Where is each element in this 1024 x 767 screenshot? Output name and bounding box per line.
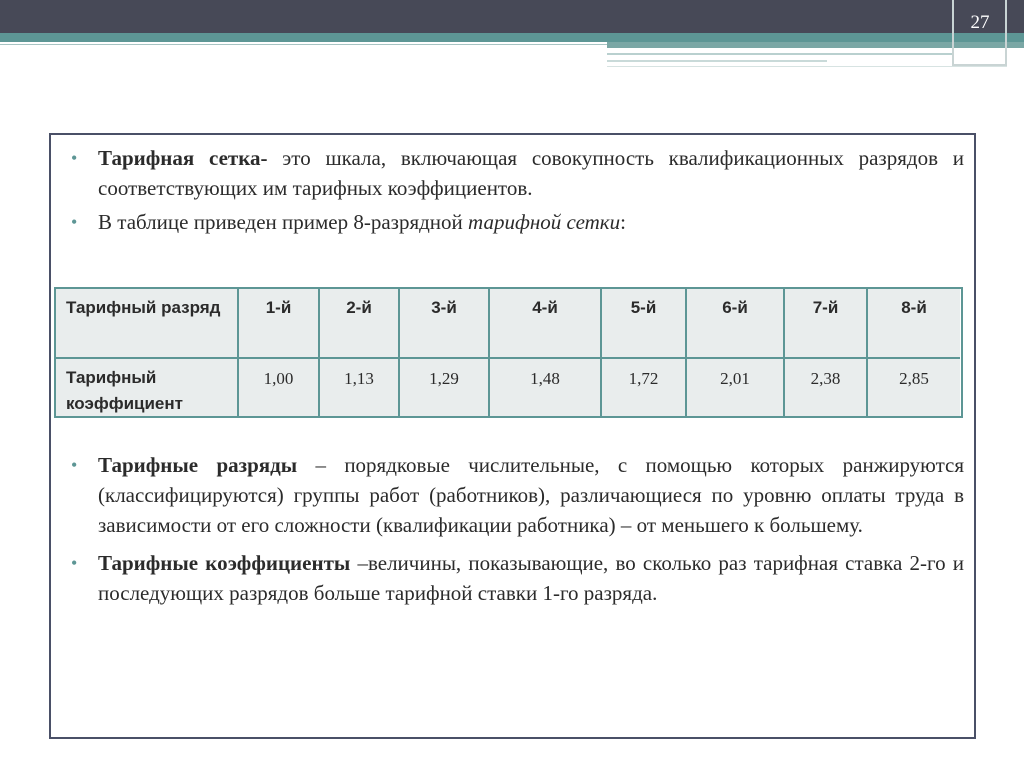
grade-header: 3-й: [400, 289, 490, 359]
grade-header: 2-й: [320, 289, 400, 359]
grade-header: 8-й: [868, 289, 960, 359]
bullet-table-intro: [98, 207, 964, 237]
grade-header: 6-й: [687, 289, 785, 359]
term-tariff-grades: Тарифные разряды: [98, 453, 298, 477]
grade-header: 5-й: [602, 289, 687, 359]
coefficient-cell: 1,00: [239, 359, 320, 416]
header-accent-stripe: [0, 33, 1024, 42]
table-intro-text: В таблице приведен пример 8-разрядной: [98, 210, 469, 234]
grade-header: 1-й: [239, 289, 320, 359]
header-rule: [0, 44, 607, 45]
definition-tariff-coefficients: –величины, показывающие, во сколько раз тарифная ставка 2-го и последующих разрядов больше тарифной ставки 1-го разряда.: [98, 551, 964, 605]
term-tariff-grid: Тарифная сетка-: [98, 146, 268, 170]
bullet-tariff-grades: [98, 450, 964, 540]
coefficient-cell: 1,29: [400, 359, 490, 416]
coefficient-cell: 1,48: [490, 359, 602, 416]
table-intro-colon: :: [620, 210, 626, 234]
row-label-coefficient: Тарифный коэффициент: [56, 359, 239, 416]
term-tariff-coefficients: Тарифные коэффициенты: [98, 551, 351, 575]
bullet-tariff-grid: [98, 143, 964, 203]
definition-tariff-grid: это шкала, включающая совокупность квалификационных разрядов и соответствующих им тарифных коэффициентов.: [98, 146, 964, 200]
table-intro-em: тарифной сетки: [468, 210, 621, 234]
page-number: 27: [970, 12, 990, 33]
tariff-table: [54, 287, 963, 418]
grade-header: 4-й: [490, 289, 602, 359]
header-bar: [0, 0, 1024, 33]
row-label-grade: Тарифный разряд: [56, 289, 239, 359]
definition-tariff-grades: – порядковые числительные, с помощью которых ранжируются (классифицируются) группы работ (работников), различающиеся по уровню оплаты труда в зависимости от его сложности (квалификации работника) – от меньшего к большему.: [98, 453, 965, 537]
bullet-list-top: [98, 143, 964, 237]
coefficient-cell: 1,72: [602, 359, 687, 416]
coefficient-cell: 1,13: [320, 359, 400, 416]
coefficient-cell: 2,01: [687, 359, 785, 416]
bullet-tariff-coefficients: [98, 548, 964, 608]
bullet-list-bottom: [98, 450, 964, 608]
header-rule: [607, 66, 1007, 67]
coefficient-cell: 2,38: [785, 359, 868, 416]
grade-header: 7-й: [785, 289, 868, 359]
coefficient-cell: 2,85: [868, 359, 960, 416]
header-rule: [607, 60, 827, 62]
header-rule: [607, 53, 952, 55]
